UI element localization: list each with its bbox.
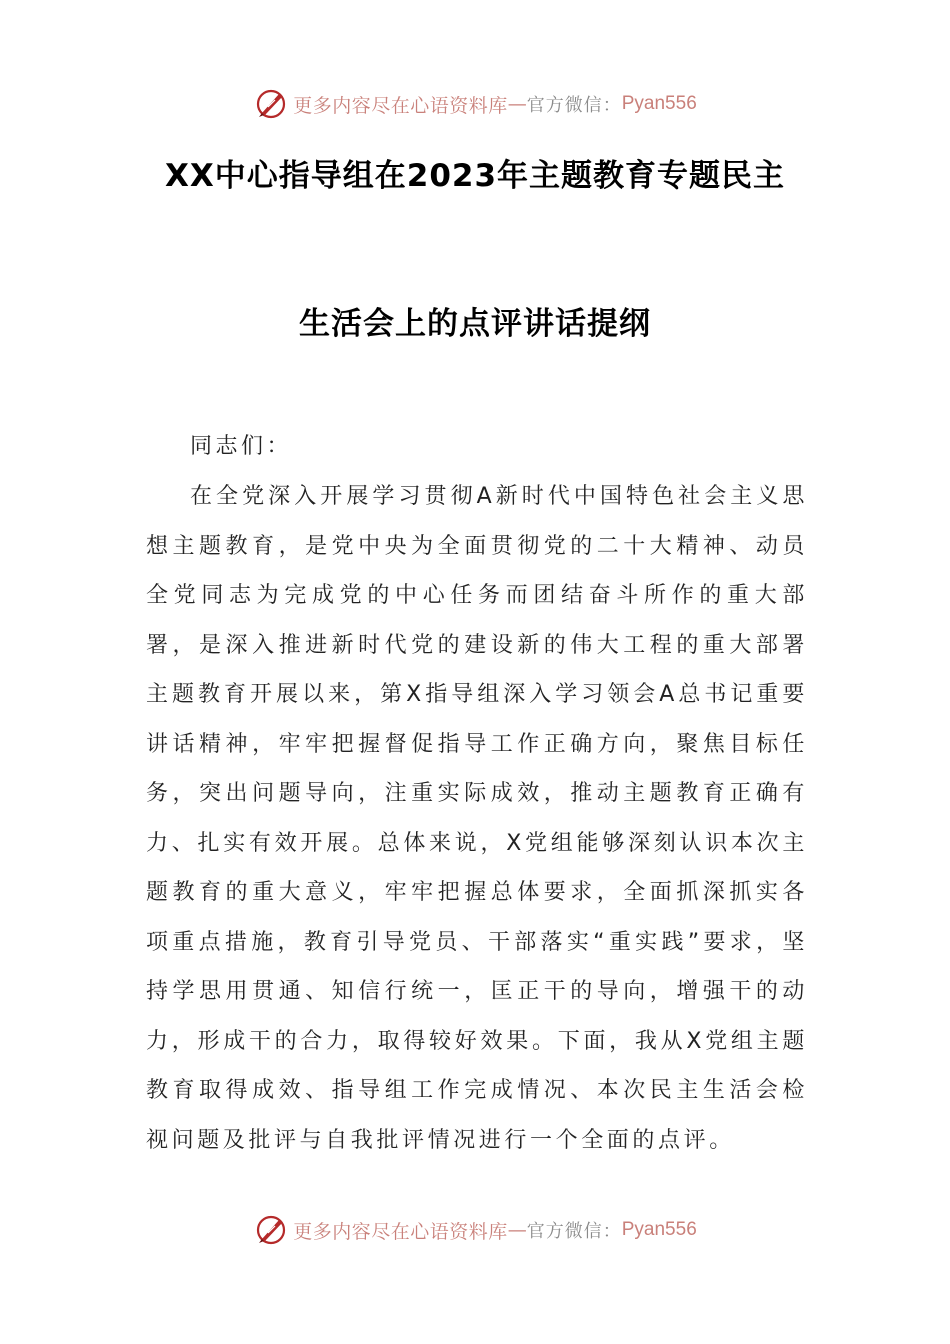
body-paragraph: 在全党深入开展学习贯彻A新时代中国特色社会主义思想主题教育，是党中央为全面贯彻党的二十大精神、动员全党同志为完成党的中心任务而团结奋斗所作的重大部署，是深入推进新时代党的建设新的伟大工程的重大部署主题教育开展以来，第X指导组深入学习领会A总书记重要讲话精神，牢牢把握督促指导工作正确方向，聚焦目标任务，突出问题导向，注重实际成效，推动主题教育正确有力、扎实有效开展。总体来说，X党组能够深刻认识本次主题教育的重大意义，牢牢把握总体要求，全面抓深抓实各项重点措施，教育引导党员、干部落实“重实践”要求，坚持学思用贯通、知信行统一，匡正干的导向，增强干的动力，形成干的合力，取得较好效果。下面，我从X党组主题教育取得成效、指导组工作完成情况、本次民主生活会检视问题及批评与自我批评情况进行一个全面的点评。 xyxy=(146,484,808,1153)
banner-dash: — xyxy=(507,1219,527,1241)
banner-dash: — xyxy=(507,93,527,115)
banner-wechat-label: 官方微信： xyxy=(526,95,622,116)
banner-slogan: 更多内容尽在心语资料库 xyxy=(293,1220,508,1243)
banner-wechat-id: Pyan556 xyxy=(621,93,697,114)
banner-wechat-label: 官方微信： xyxy=(526,1221,622,1242)
banner-slogan: 更多内容尽在心语资料库 xyxy=(293,94,508,117)
document-title-line-1: XX中心指导组在2023年主题教育专题民主 xyxy=(164,158,786,194)
header-banner xyxy=(0,82,950,126)
document-title-line-2: 生活会上的点评讲话提纲 xyxy=(299,306,651,342)
quill-pen-logo-icon xyxy=(253,1212,289,1248)
quill-pen-logo-icon xyxy=(253,86,289,122)
footer-banner xyxy=(0,1208,950,1252)
banner-wechat-id: Pyan556 xyxy=(621,1219,697,1240)
salutation: 同志们： xyxy=(190,434,293,459)
